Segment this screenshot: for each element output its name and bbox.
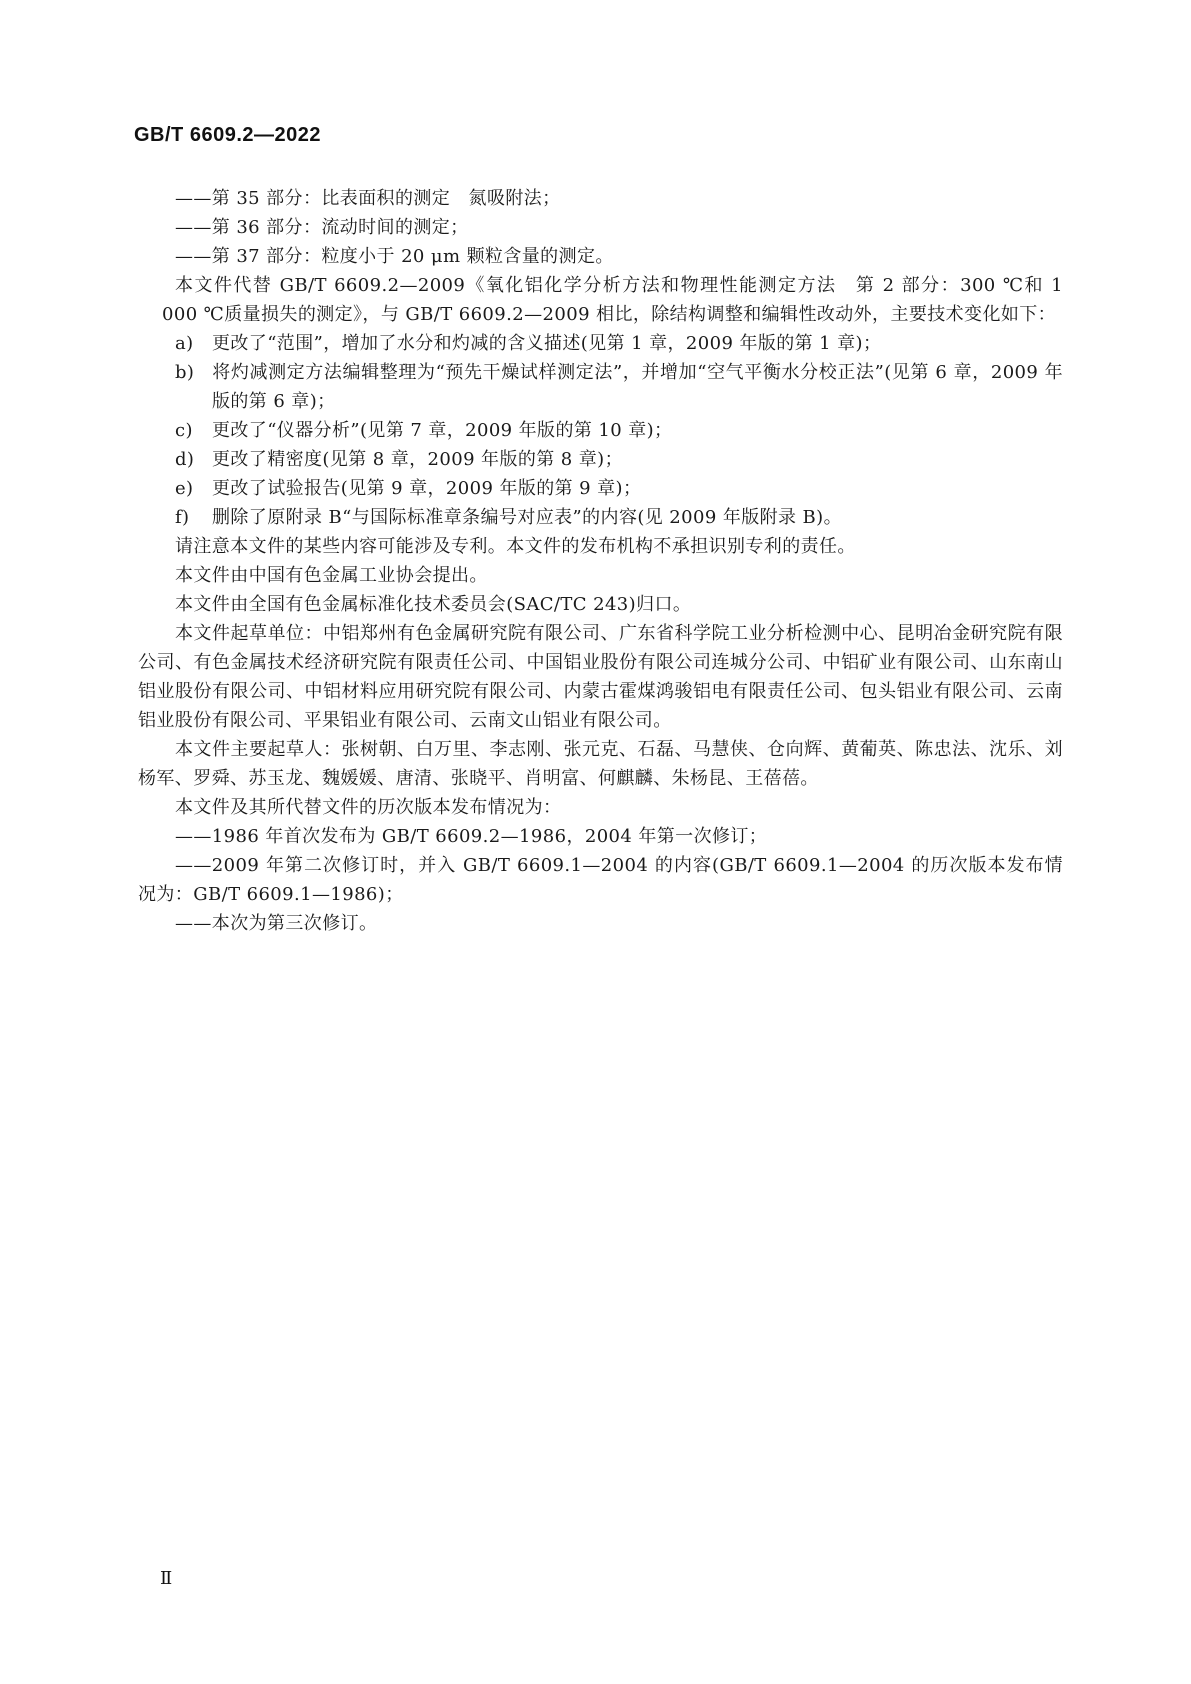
change-item [175,329,1063,358]
change-label: e) [175,478,194,499]
history-item: ——1986 年首次发布为 GB/T 6609.2—1986，2004 年第一次修订； [175,826,768,847]
change-label: b) [175,362,195,383]
document-code-header: GB/T 6609.2—2022 [134,124,321,146]
change-item [175,503,1063,532]
part-item: ——第 35 部分：比表面积的测定 氮吸附法； [175,188,561,209]
change-item [175,358,1063,416]
drafting-units: 本文件起草单位：中铝郑州有色金属研究院有限公司、广东省科学院工业分析检测中心、昆明冶金研究院有限公司、有色金属技术经济研究院有限责任公司、中国铝业股份有限公司连城分公司、中铝矿业有限公司、山东南山铝业股份有限公司、中铝材料应用研究院有限公司、内蒙古霍煤鸿骏铝电有限责任公司、包头铝业有限公司、云南铝业股份有限公司、平果铝业有限公司、云南文山铝业有限公司。 [138,623,1063,731]
change-text: 更改了试验报告(见第 9 章，2009 年版的第 9 章)； [212,478,642,499]
history-item: ——本次为第三次修订。 [175,913,378,934]
change-item [175,445,1063,474]
proposed-by: 本文件由中国有色金属工业协会提出。 [175,565,488,586]
change-text: 删除了原附录 B“与国际标准章条编号对应表”的内容(见 2009 年版附录 B)。 [212,507,842,528]
change-label: d) [175,449,195,470]
history-intro: 本文件及其所代替文件的历次版本发布情况为： [175,797,562,818]
centralized-by: 本文件由全国有色金属标准化技术委员会(SAC/TC 243)归口。 [175,594,692,615]
replace-statement: 本文件代替 GB/T 6609.2—2009《氧化铝化学分析方法和物理性能测定方法 第 2 部分：300 ℃和 1 000 ℃质量损失的测定》，与 GB/T 6609.2—2009 相比，除结构调整和编辑性改动外，主要技术变化如下： [162,275,1063,325]
change-text: 将灼减测定方法编辑整理为“预先干燥试样测定法”，并增加“空气平衡水分校正法”(见第 6 章，2009 年版的第 6 章)； [212,362,1063,412]
change-text: 更改了精密度(见第 8 章，2009 年版的第 8 章)； [212,449,623,470]
change-item [175,416,1063,445]
change-label: c) [175,420,193,441]
foreword-body [138,184,1063,938]
change-text: 更改了“范围”，增加了水分和灼减的含义描述(见第 1 章，2009 年版的第 1 章)； [212,333,882,354]
drafters: 本文件主要起草人：张树朝、白万里、李志刚、张元克、石磊、马慧侠、仓向辉、黄葡英、陈忠法、沈乐、刘杨军、罗舜、苏玉龙、魏媛媛、唐清、张晓平、肖明富、何麒麟、朱杨昆、王蓓蓓。 [138,739,1063,789]
patent-notice: 请注意本文件的某些内容可能涉及专利。本文件的发布机构不承担识别专利的责任。 [175,536,856,557]
change-label: a) [175,333,194,354]
page-number: Ⅱ [160,1568,173,1589]
history-item: ——2009 年第二次修订时，并入 GB/T 6609.1—2004 的内容(GB/T 6609.1—2004 的历次版本发布情况为：GB/T 6609.1—1986)； [138,855,1063,905]
change-item [175,474,1063,503]
part-item: ——第 37 部分：粒度小于 20 μm 颗粒含量的测定。 [175,246,614,267]
part-item: ——第 36 部分：流动时间的测定； [175,217,469,238]
change-label: f) [175,507,190,528]
change-text: 更改了“仪器分析”(见第 7 章，2009 年版的第 10 章)； [212,420,673,441]
